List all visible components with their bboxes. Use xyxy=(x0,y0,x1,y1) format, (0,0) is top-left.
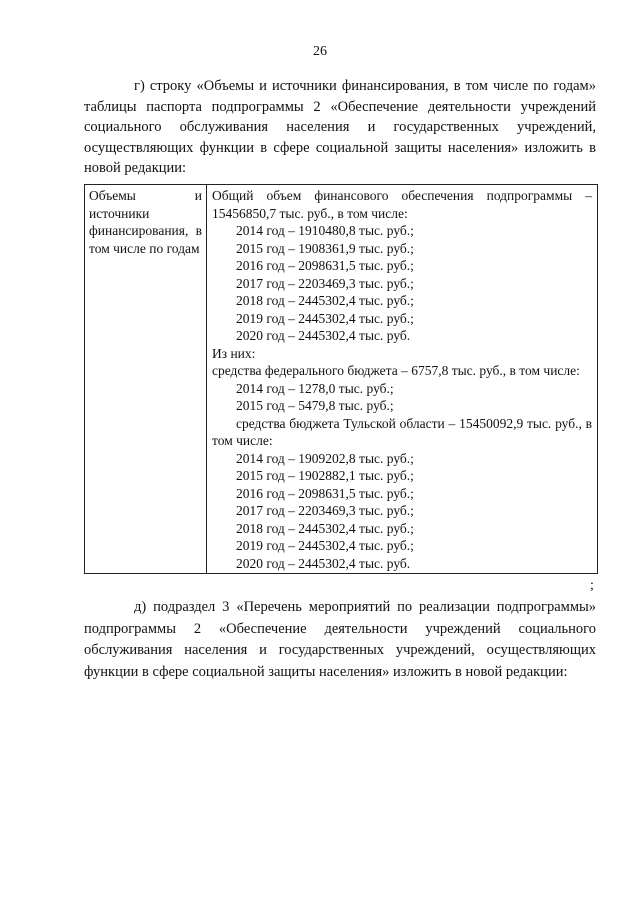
financing-label-cell: Объемы и источники финансирования, в том числе по годам xyxy=(85,185,207,573)
regional-year-row: 2017 год – 2203469,3 тыс. руб.; xyxy=(236,503,414,518)
regional-year-row: 2016 год – 2098631,5 тыс. руб.; xyxy=(236,485,414,501)
federal-year-row: 2014 год – 1278,0 тыс. руб.; xyxy=(236,380,394,396)
regional-year-row: 2019 год – 2445302,4 тыс. руб.; xyxy=(236,538,414,553)
total-year-row: 2015 год – 1908361,9 тыс. руб.; xyxy=(236,240,414,256)
closing-semicolon: ; xyxy=(590,578,594,593)
regional-year-row: 2014 год – 1909202,8 тыс. руб.; xyxy=(236,450,414,466)
paragraph-d: д) подраздел 3 «Перечень мероприятий по реализации подпрограммы» подпрограммы 2 «Обеспечение деятельности учреждений социального обслуживания населения и государственных учреждений, осуществляющих функции в сфере социальной защиты населения» изложить в новой редакции: xyxy=(84,599,596,680)
regional-year-row: 2020 год – 2445302,4 тыс. руб. xyxy=(236,555,411,571)
financing-table xyxy=(84,184,598,574)
of-them-label: Из них: xyxy=(212,345,256,361)
page-number: 26 xyxy=(313,44,327,59)
federal-budget-text: средства федерального бюджета – 6757,8 тыс. руб., в том числе: xyxy=(212,363,580,378)
regional-year-row: 2018 год – 2445302,4 тыс. руб.; xyxy=(236,520,414,536)
total-year-row: 2016 год – 2098631,5 тыс. руб.; xyxy=(236,258,414,273)
total-year-row: 2014 год – 1910480,8 тыс. руб.; xyxy=(236,223,414,238)
total-year-row: 2020 год – 2445302,4 тыс. руб. xyxy=(236,328,411,343)
paragraph-g: г) строку «Объемы и источники финансирования, в том числе по годам» таблицы паспорта подпрограммы 2 «Обеспечение деятельности учреждений социального обслуживания населения и государственных учреждений, осуществляющих функции в сфере социальной защиты населения» изложить в новой редакции: xyxy=(84,78,596,177)
total-year-row: 2019 год – 2445302,4 тыс. руб.; xyxy=(236,310,414,326)
financing-values-cell xyxy=(208,185,597,573)
total-financing-text: Общий объем финансового обеспечения подпрограммы – 15456850,7 тыс. руб., в том числе: xyxy=(212,188,592,221)
total-year-row: 2018 год – 2445302,4 тыс. руб.; xyxy=(236,293,414,308)
federal-year-row: 2015 год – 5479,8 тыс. руб.; xyxy=(236,398,394,413)
total-year-row: 2017 год – 2203469,3 тыс. руб.; xyxy=(236,275,414,291)
regional-year-row: 2015 год – 1902882,1 тыс. руб.; xyxy=(236,468,414,483)
regional-budget-text: средства бюджета Тульской области – 15450092,9 тыс. руб., в том числе: xyxy=(212,415,592,448)
